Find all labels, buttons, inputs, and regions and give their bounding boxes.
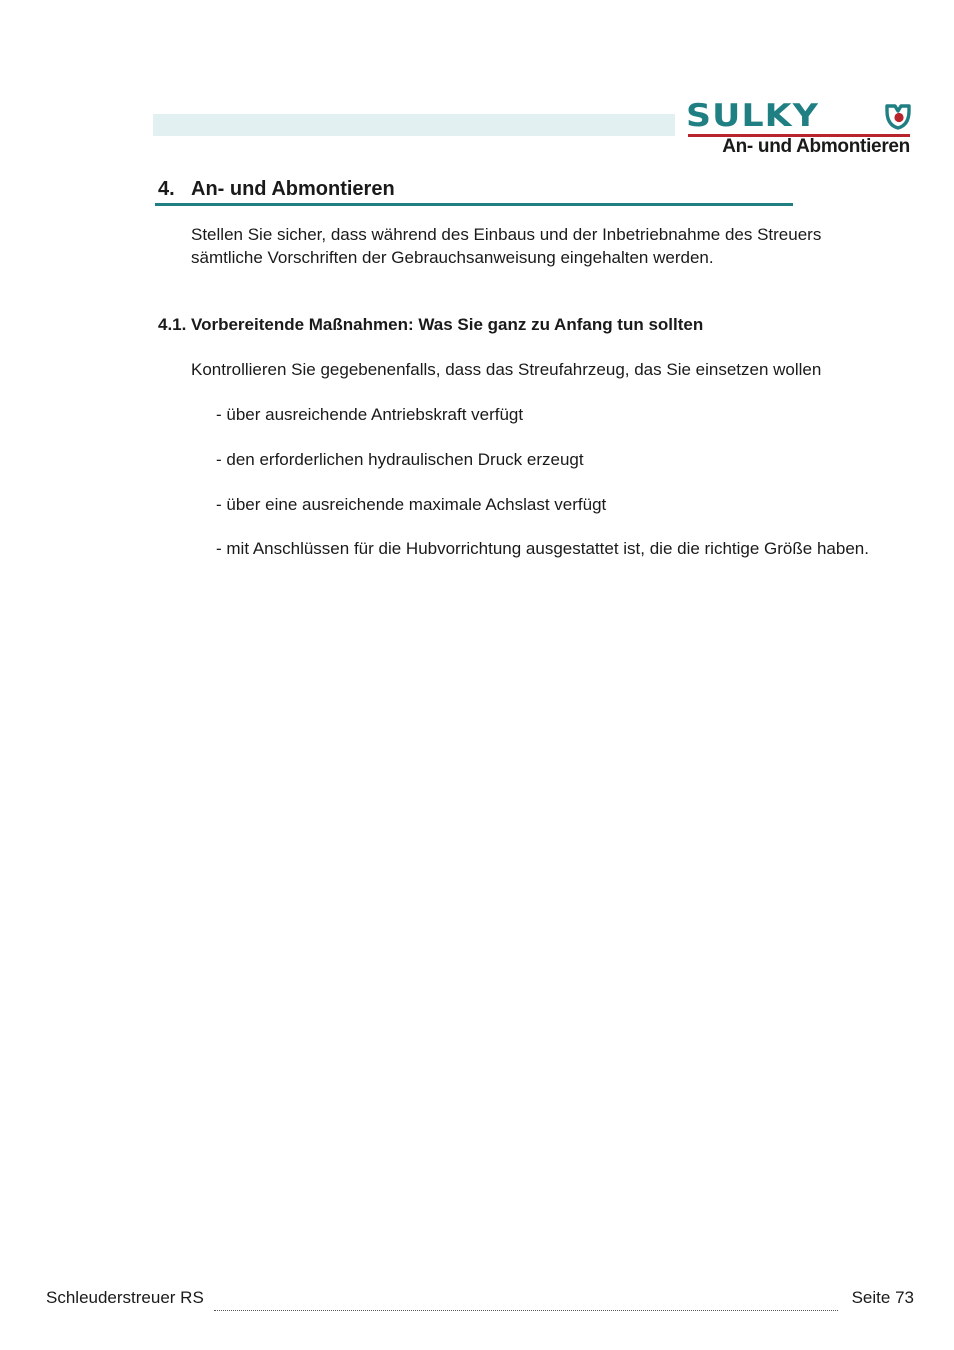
logo-wordmark: SULKY [686,98,819,134]
subsection-number: 4.1. [158,315,187,334]
footer-product-name: Schleuderstreuer RS [46,1288,204,1307]
list-item: - über eine ausreichende maximale Achslast verfügt [216,495,607,514]
list-item: - mit Anschlüssen für die Hubvorrichtung ausgestattet ist, die die richtige Größe haben. [216,539,869,558]
section-intro: Stellen Sie sicher, dass während des Einbaus und der Inbetriebnahme des Streuers sämtliche Vorschriften der Gebrauchsanweisung eingehalten werden. [191,225,822,267]
section-number: 4. [158,178,175,200]
section-heading-rule [155,203,793,206]
subsection-intro: Kontrollieren Sie gegebenenfalls, dass das Streufahrzeug, das Sie einsetzen wollen [191,360,822,379]
header-section-title: An- und Abmontieren [722,136,910,157]
page-footer [46,1286,914,1312]
section-heading [158,176,395,202]
section-title: An- und Abmontieren [191,178,395,200]
footer-page-number: 73 [895,1288,914,1307]
list-item: - über ausreichende Antriebskraft verfügt [216,405,524,424]
sulky-logo [686,100,912,138]
footer-dot-leader [214,1296,838,1311]
footer-page-label: Seite [851,1288,891,1307]
subsection-heading [158,313,703,336]
list-item: - den erforderlichen hydraulischen Druck erzeugt [216,450,584,469]
header-bar [153,114,675,136]
subsection-title: Vorbereitende Maßnahmen: Was Sie ganz zu Anfang tun sollten [191,315,704,334]
logo-emblem-icon [884,102,912,130]
